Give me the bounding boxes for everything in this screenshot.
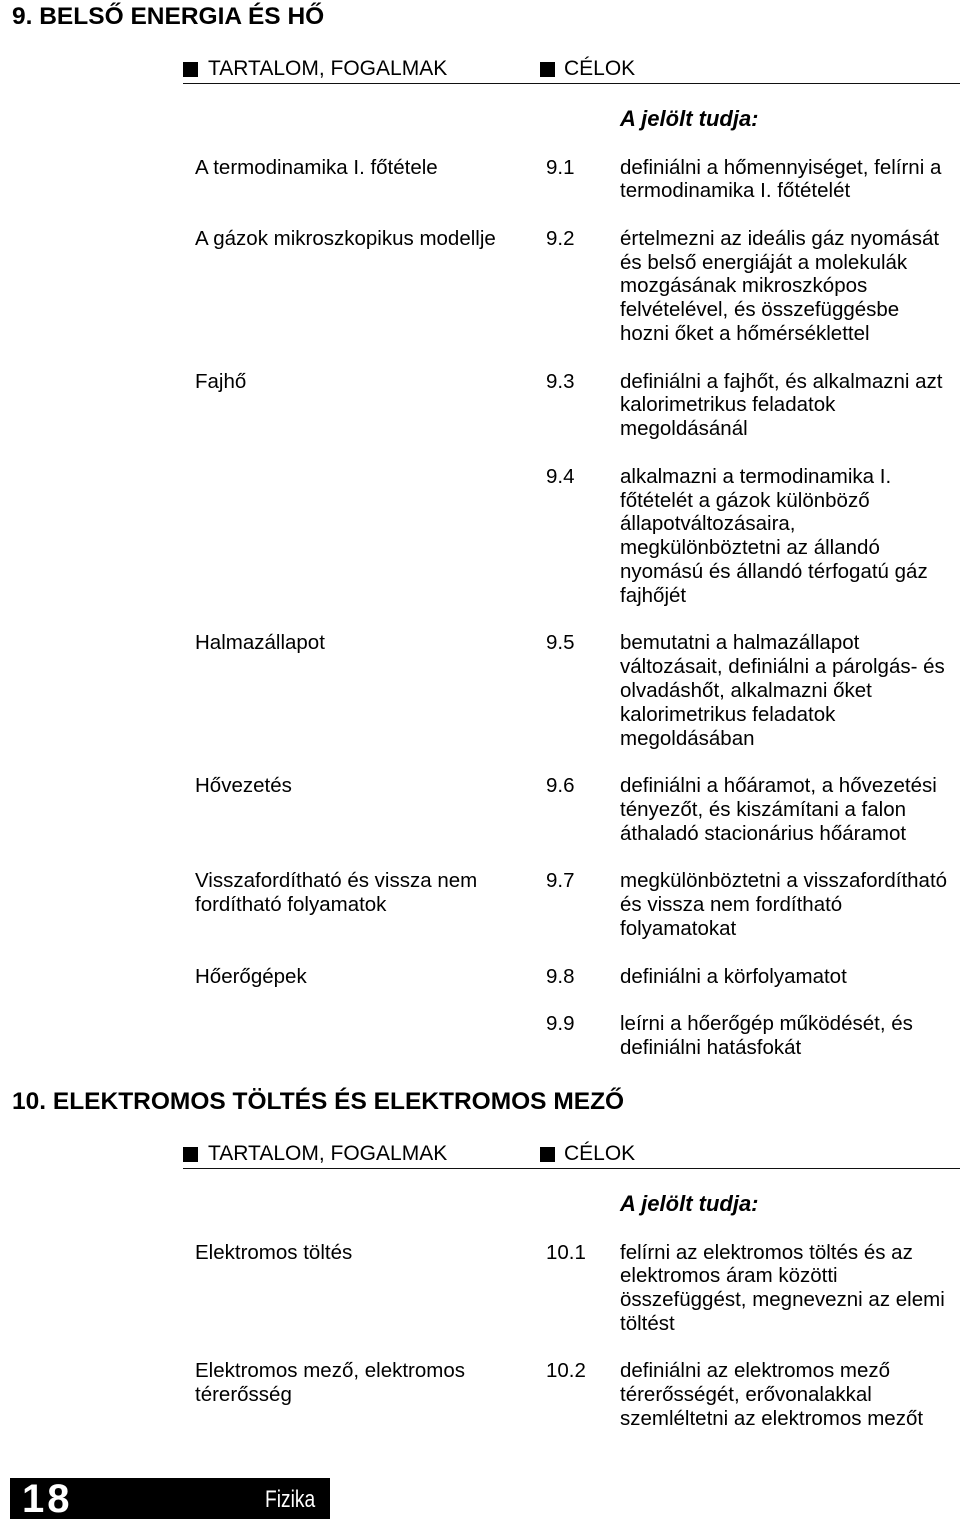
- objectives-list: [195, 156, 960, 1084]
- topic-cell: Elektromos mező, elektromos térerősség: [195, 1359, 466, 1407]
- header-divider: [183, 83, 960, 84]
- objective-number: 9.6: [546, 774, 575, 798]
- page-number: 18: [22, 1477, 73, 1521]
- topic-cell: Hővezetés: [195, 774, 292, 798]
- objective-row: [195, 465, 960, 608]
- topic-cell: Hőerőgépek: [195, 964, 307, 988]
- objective-number: 9.4: [546, 464, 575, 488]
- objective-text: definiálni a hőáramot, a hővezetési tényezőt, és kiszámítani a falon áthaladó stacionárius hőáramot: [620, 774, 937, 845]
- objective-number: 10.1: [546, 1240, 586, 1264]
- objective-number: 9.7: [546, 869, 575, 893]
- square-bullet-icon: [540, 62, 555, 77]
- topic-cell: Elektromos töltés: [195, 1240, 353, 1264]
- objective-text: definiálni a körfolyamatot: [620, 964, 847, 988]
- content-header: [183, 1142, 447, 1166]
- objective-number: 9.9: [546, 1012, 575, 1036]
- objective-row: [195, 869, 960, 940]
- square-bullet-icon: [183, 1147, 198, 1162]
- objective-text: felírni az elektromos töltés és az elektromos áram közötti összefüggést, megnevezni az elemi töltést: [620, 1240, 945, 1335]
- topic-cell: Fajhő: [195, 369, 247, 393]
- topic-cell: Visszafordítható és vissza nem fordítható folyamatok: [195, 869, 478, 917]
- content-header: [183, 57, 447, 81]
- objective-text: bemutatni a halmazállapot változásait, definiálni a párolgás- és olvadáshőt, alkalmazni őket kalorimetrikus feladatok megoldásában: [620, 631, 945, 750]
- topic-cell-empty: [195, 465, 546, 608]
- subject-label: Fizika: [265, 1486, 316, 1513]
- topic-cell: A termodinamika I. főtétele: [195, 155, 438, 179]
- content-header-label: TARTALOM, FOGALMAK: [208, 1142, 448, 1165]
- objective-text: alkalmazni a termodinamika I. főtételét a gázok különböző állapotváltozásaira, megkülönböztetni az állandó nyomású és állandó térfogatú gáz fajhőjét: [620, 464, 928, 607]
- goals-intro: A jelölt tudja:: [620, 1191, 759, 1216]
- header-divider: [183, 1168, 960, 1169]
- objective-text: definiálni az elektromos mező térerősségét, erővonalakkal szemléltetni az elektromos mezőt: [620, 1359, 924, 1431]
- objective-row: [195, 1359, 960, 1430]
- objective-row: [195, 370, 960, 441]
- objective-row: [195, 1241, 960, 1336]
- objective-row: [195, 227, 960, 346]
- objective-number: 9.8: [546, 964, 575, 988]
- objective-number: 10.2: [546, 1359, 586, 1383]
- topic-cell: A gázok mikroszkopikus modellje: [195, 226, 496, 250]
- square-bullet-icon: [540, 1147, 555, 1162]
- goals-header: [540, 57, 635, 81]
- objective-number: 9.5: [546, 631, 575, 655]
- objective-text: leírni a hőerőgép működését, és definiálni hatásfokát: [620, 1012, 913, 1059]
- section-header-row: [0, 1142, 960, 1166]
- objective-number: 9.2: [546, 226, 575, 250]
- objective-row: [195, 1012, 960, 1060]
- objective-row: [195, 774, 960, 845]
- objective-row: [195, 631, 960, 750]
- goals-intro: A jelölt tudja:: [620, 106, 759, 131]
- objectives-list: [195, 1241, 960, 1455]
- section-title: 10. ELEKTROMOS TÖLTÉS ÉS ELEKTROMOS MEZŐ: [12, 1088, 625, 1115]
- goals-header: [540, 1142, 635, 1166]
- objective-text: megkülönböztetni a visszafordítható és vissza nem fordítható folyamatokat: [620, 869, 948, 940]
- section-9: [0, 3, 960, 1059]
- objective-row: [195, 965, 960, 989]
- objective-number: 9.1: [546, 155, 575, 179]
- objective-text: definiálni a fajhőt, és alkalmazni azt kalorimetrikus feladatok megoldásánál: [620, 369, 943, 441]
- section-title: 9. BELSŐ ENERGIA ÉS HŐ: [12, 3, 325, 30]
- objective-text: értelmezni az ideális gáz nyomását és belső energiáját a molekulák mozgásának mikroszkópos felvételével, és összefüggésbe hozni őket a hőmérséklettel: [620, 226, 940, 346]
- section-10: [0, 1088, 960, 1528]
- objective-number: 9.3: [546, 369, 575, 393]
- objective-text: definiálni a hőmennyiséget, felírni a termodinamika I. főtételét: [620, 155, 942, 203]
- topic-cell: Halmazállapot: [195, 631, 325, 655]
- topic-cell-empty: [195, 1012, 546, 1060]
- section-header-row: [0, 57, 960, 81]
- goals-header-label: CÉLOK: [564, 1142, 636, 1165]
- objective-row: [195, 156, 960, 204]
- content-header-label: TARTALOM, FOGALMAK: [208, 57, 448, 80]
- goals-header-label: CÉLOK: [564, 57, 636, 80]
- page-footer-bar: [10, 1478, 330, 1519]
- square-bullet-icon: [183, 62, 198, 77]
